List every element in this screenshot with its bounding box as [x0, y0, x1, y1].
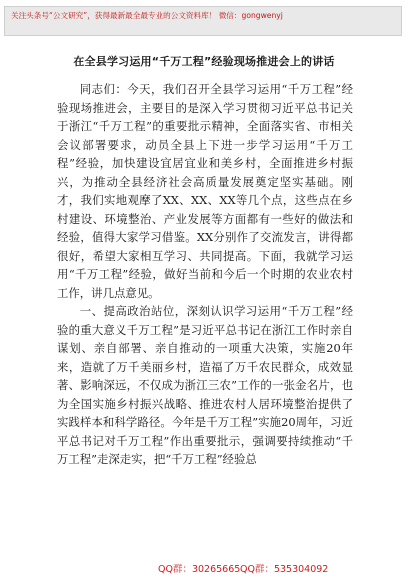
header-banner [4, 6, 402, 36]
document-body [57, 80, 353, 469]
footer-qq-group-1: QQ群：30265665 [158, 564, 241, 575]
paragraph-section-one: 一、提高政治站位，深刻认识学习运用“千万工程”经验的重大意义千万工程”是习近平总书记在浙江工作时亲自谋划、亲自部署、亲自推动的一项重大决策，实施20年来，造就了万千美丽乡村，造福了万千农民群众，成效显著、影响深远，不仅成为浙江三农”工作的一张金名片，也为全国实施乡村振兴战略、推进农村人居环境整治提供了实践样本和科学路径。今年是千万工程”实施20周年，习近平总书记对千万工程”作出重要批示，强调要持续推动“千万工程”走深走实，把“千万工程”经验总 [57, 304, 353, 466]
document-title: 在全县学习运用“千万工程”经验现场推进会上的讲话 [73, 55, 335, 68]
paragraph-opening: 同志们：今天，我们召开全县学习运用“千万工程”经验现场推进会，主要目的是深入学习贯彻习近平总书记关于浙江“千万工程”的重要批示精神，全面落实省、市相关会议部署要求，动员全县上下进一步学习运用“千万工程”经验，加快建设宜居宜业和美乡村，全面推进乡村振兴，为推动全县经济社会高质量发展奠定坚实基础。刚才，我们实地观摩了XX、XX、XX等几个点，这些点在乡村建设、环境整治、产业发展等方面都有一些好的做法和经验，值得大家学习借鉴。XX分别作了交流发言，讲得都很好，希望大家相互学习、共同提高。下面，我就学习运用“千万工程”经验，做好当前和今后一个时期的农业农村工作，讲几点意见。 [57, 82, 353, 300]
footer-qq-group-2: QQ群：535304092 [240, 564, 329, 575]
banner-text: 关注头条号“公文研究”，获得最新最全最专业的公文资料库！ 微信：gongwenyj [11, 11, 283, 20]
